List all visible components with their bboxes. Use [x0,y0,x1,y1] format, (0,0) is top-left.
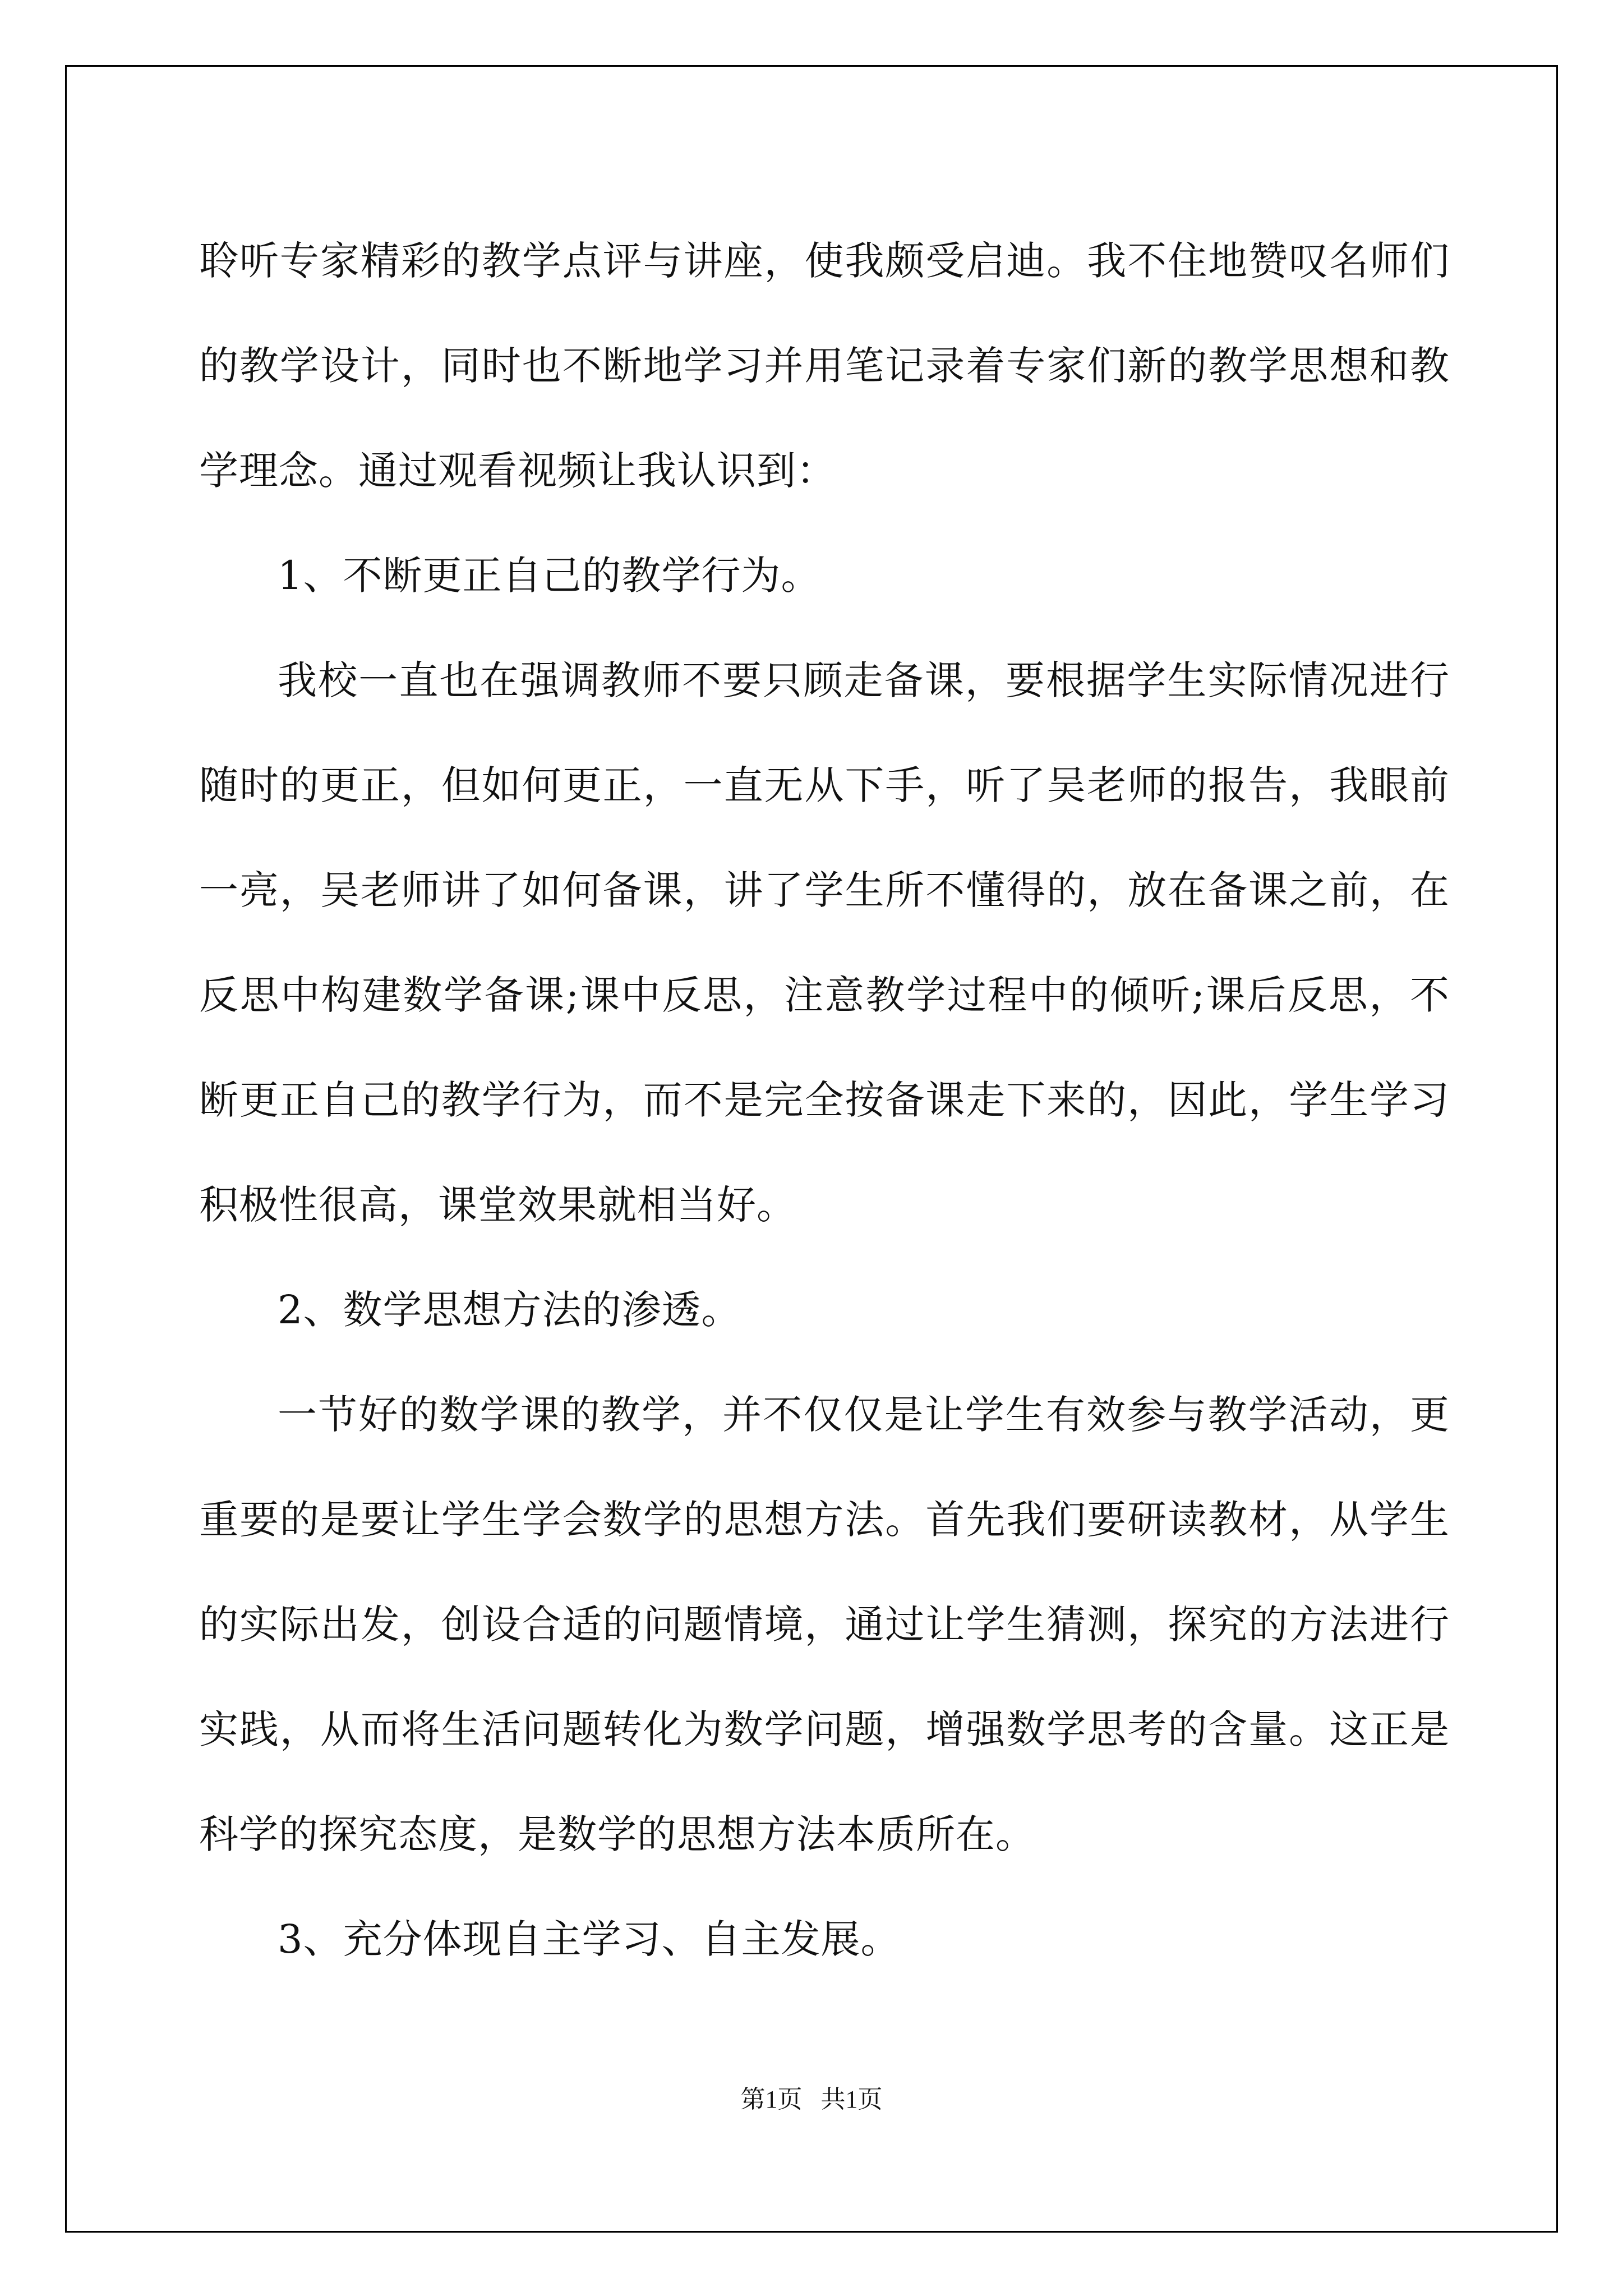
paragraph-point-2: 一节好的数学课的教学，并不仅仅是让学生有效参与教学活动，更重要的是要让学生学会数学的思想方法。首先我们要研读教材，从学生的实际出发，创设合适的问题情境，通过让学生猜测，探究的方法进行实践，从而将生活问题转化为数学问题，增强数学思考的含量。这正是科学的探究态度，是数学的思想方法本质所在。 [199,1392,1450,1857]
heading-point-1: 1、不断更正自己的教学行为。 [278,553,821,599]
heading-point-3: 3、充分体现自主学习、自主发展。 [278,1916,901,1962]
paragraph-point-1: 我校一直也在强调教师不要只顾走备课，要根据学生实际情况进行随时的更正，但如何更正，一直无从下手，听了吴老师的报告，我眼前一亮，吴老师讲了如何备课，讲了学生所不懂得的，放在备课之前，在反思中构建数学备课;课中反思，注意教学过程中的倾听;课后反思，不断更正自己的教学行为，而不是完全按备课走下来的，因此，学生学习积极性很高，课堂效果就相当好。 [199,657,1450,1228]
heading-point-2: 2、数学思想方法的渗透。 [278,1287,741,1333]
document-body [199,209,1450,1992]
page-footer [0,2079,1623,2115]
paragraph-intro: 聆听专家精彩的教学点评与讲座，使我颇受启迪。我不住地赞叹名师们的教学设计，同时也不断地学习并用笔记录着专家们新的教学思想和教学理念。通过观看视频让我认识到： [199,238,1450,494]
page-total: 共1页 [820,2086,883,2113]
page-number: 第1页 [740,2086,803,2113]
